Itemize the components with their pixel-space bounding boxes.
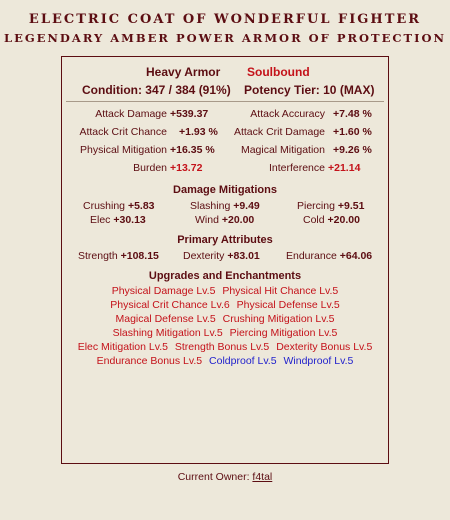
primary-attributes-heading: Primary Attributes — [177, 234, 273, 246]
stat-label: Magical Mitigation — [240, 144, 325, 156]
enchant-item: Physical Defense Lv.5 — [236, 299, 340, 311]
stat-label: Attack Damage — [95, 108, 167, 120]
item-title: ELECTRIC COAT OF WONDERFUL FIGHTER — [28, 12, 422, 27]
stat-label: Physical Mitigation — [80, 144, 167, 156]
armor-type: Heavy Armor — [146, 65, 221, 79]
attribute-dexterity: Dexterity +83.01 — [183, 250, 260, 262]
mitigation-slashing: Slashing +9.49 — [190, 200, 260, 212]
potency-tier: Potency Tier: 10 (MAX) — [244, 83, 375, 97]
attribute-strength: Strength +108.15 — [78, 250, 159, 262]
enchant-item: Physical Hit Chance Lv.5 — [222, 285, 339, 297]
soulbound-badge: Soulbound — [247, 65, 310, 79]
mitigation-crushing: Crushing +5.83 — [83, 200, 155, 212]
stat-label: Attack Accuracy — [250, 108, 325, 120]
enchant-item: Physical Damage Lv.5 — [111, 285, 216, 297]
enchant-row — [62, 341, 388, 353]
mitigation-wind: Wind +20.00 — [195, 214, 255, 226]
stat-value: +1.93 % — [179, 126, 218, 138]
header-divider — [66, 101, 384, 102]
stat-label: Attack Crit Damage — [233, 126, 325, 138]
stat-label: Attack Crit Chance — [79, 126, 167, 138]
mitigation-cold: Cold +20.00 — [303, 214, 360, 226]
stat-label: Interference — [268, 162, 325, 174]
item-subtitle: LEGENDARY AMBER POWER ARMOR OF PROTECTION — [3, 31, 446, 45]
enchant-row — [62, 285, 388, 297]
enchant-item: Coldproof Lv.5 — [209, 355, 277, 367]
mitigation-elec: Elec +30.13 — [90, 214, 146, 226]
enchant-item: Piercing Mitigation Lv.5 — [229, 327, 338, 339]
stat-value: +1.60 % — [333, 126, 372, 138]
enchant-row — [62, 313, 388, 325]
stat-value: +7.48 % — [333, 108, 372, 120]
stat-label: Burden — [133, 162, 167, 174]
owner-link[interactable]: f4tal — [252, 471, 273, 483]
enchant-row — [62, 327, 388, 339]
item-stats-panel — [61, 56, 389, 464]
owner-label: Current Owner: — [177, 471, 250, 483]
enchant-item: Strength Bonus Lv.5 — [174, 341, 270, 353]
enchant-row — [62, 355, 388, 367]
stat-value: +21.14 — [328, 162, 361, 174]
enchant-item: Magical Defense Lv.5 — [115, 313, 216, 325]
enchant-item: Windproof Lv.5 — [283, 355, 354, 367]
stat-value: +539.37 — [170, 108, 209, 120]
current-owner — [0, 471, 450, 483]
mitigation-piercing: Piercing +9.51 — [297, 200, 365, 212]
condition-readout: Condition: 347 / 384 (91%) — [82, 83, 231, 97]
enchant-item: Slashing Mitigation Lv.5 — [112, 327, 223, 339]
enchant-item: Physical Crit Chance Lv.6 — [110, 299, 230, 311]
enchant-item: Elec Mitigation Lv.5 — [77, 341, 168, 353]
stat-value: +13.72 — [170, 162, 203, 174]
stat-value: +9.26 % — [333, 144, 372, 156]
stat-value: +16.35 % — [170, 144, 215, 156]
enchant-item: Endurance Bonus Lv.5 — [96, 355, 203, 367]
enchant-row — [62, 299, 388, 311]
attribute-endurance: Endurance +64.06 — [286, 250, 373, 262]
enchant-item: Crushing Mitigation Lv.5 — [222, 313, 335, 325]
upgrades-heading: Upgrades and Enchantments — [148, 270, 302, 282]
damage-mitigations-heading: Damage Mitigations — [173, 184, 277, 196]
enchant-item: Dexterity Bonus Lv.5 — [276, 341, 373, 353]
